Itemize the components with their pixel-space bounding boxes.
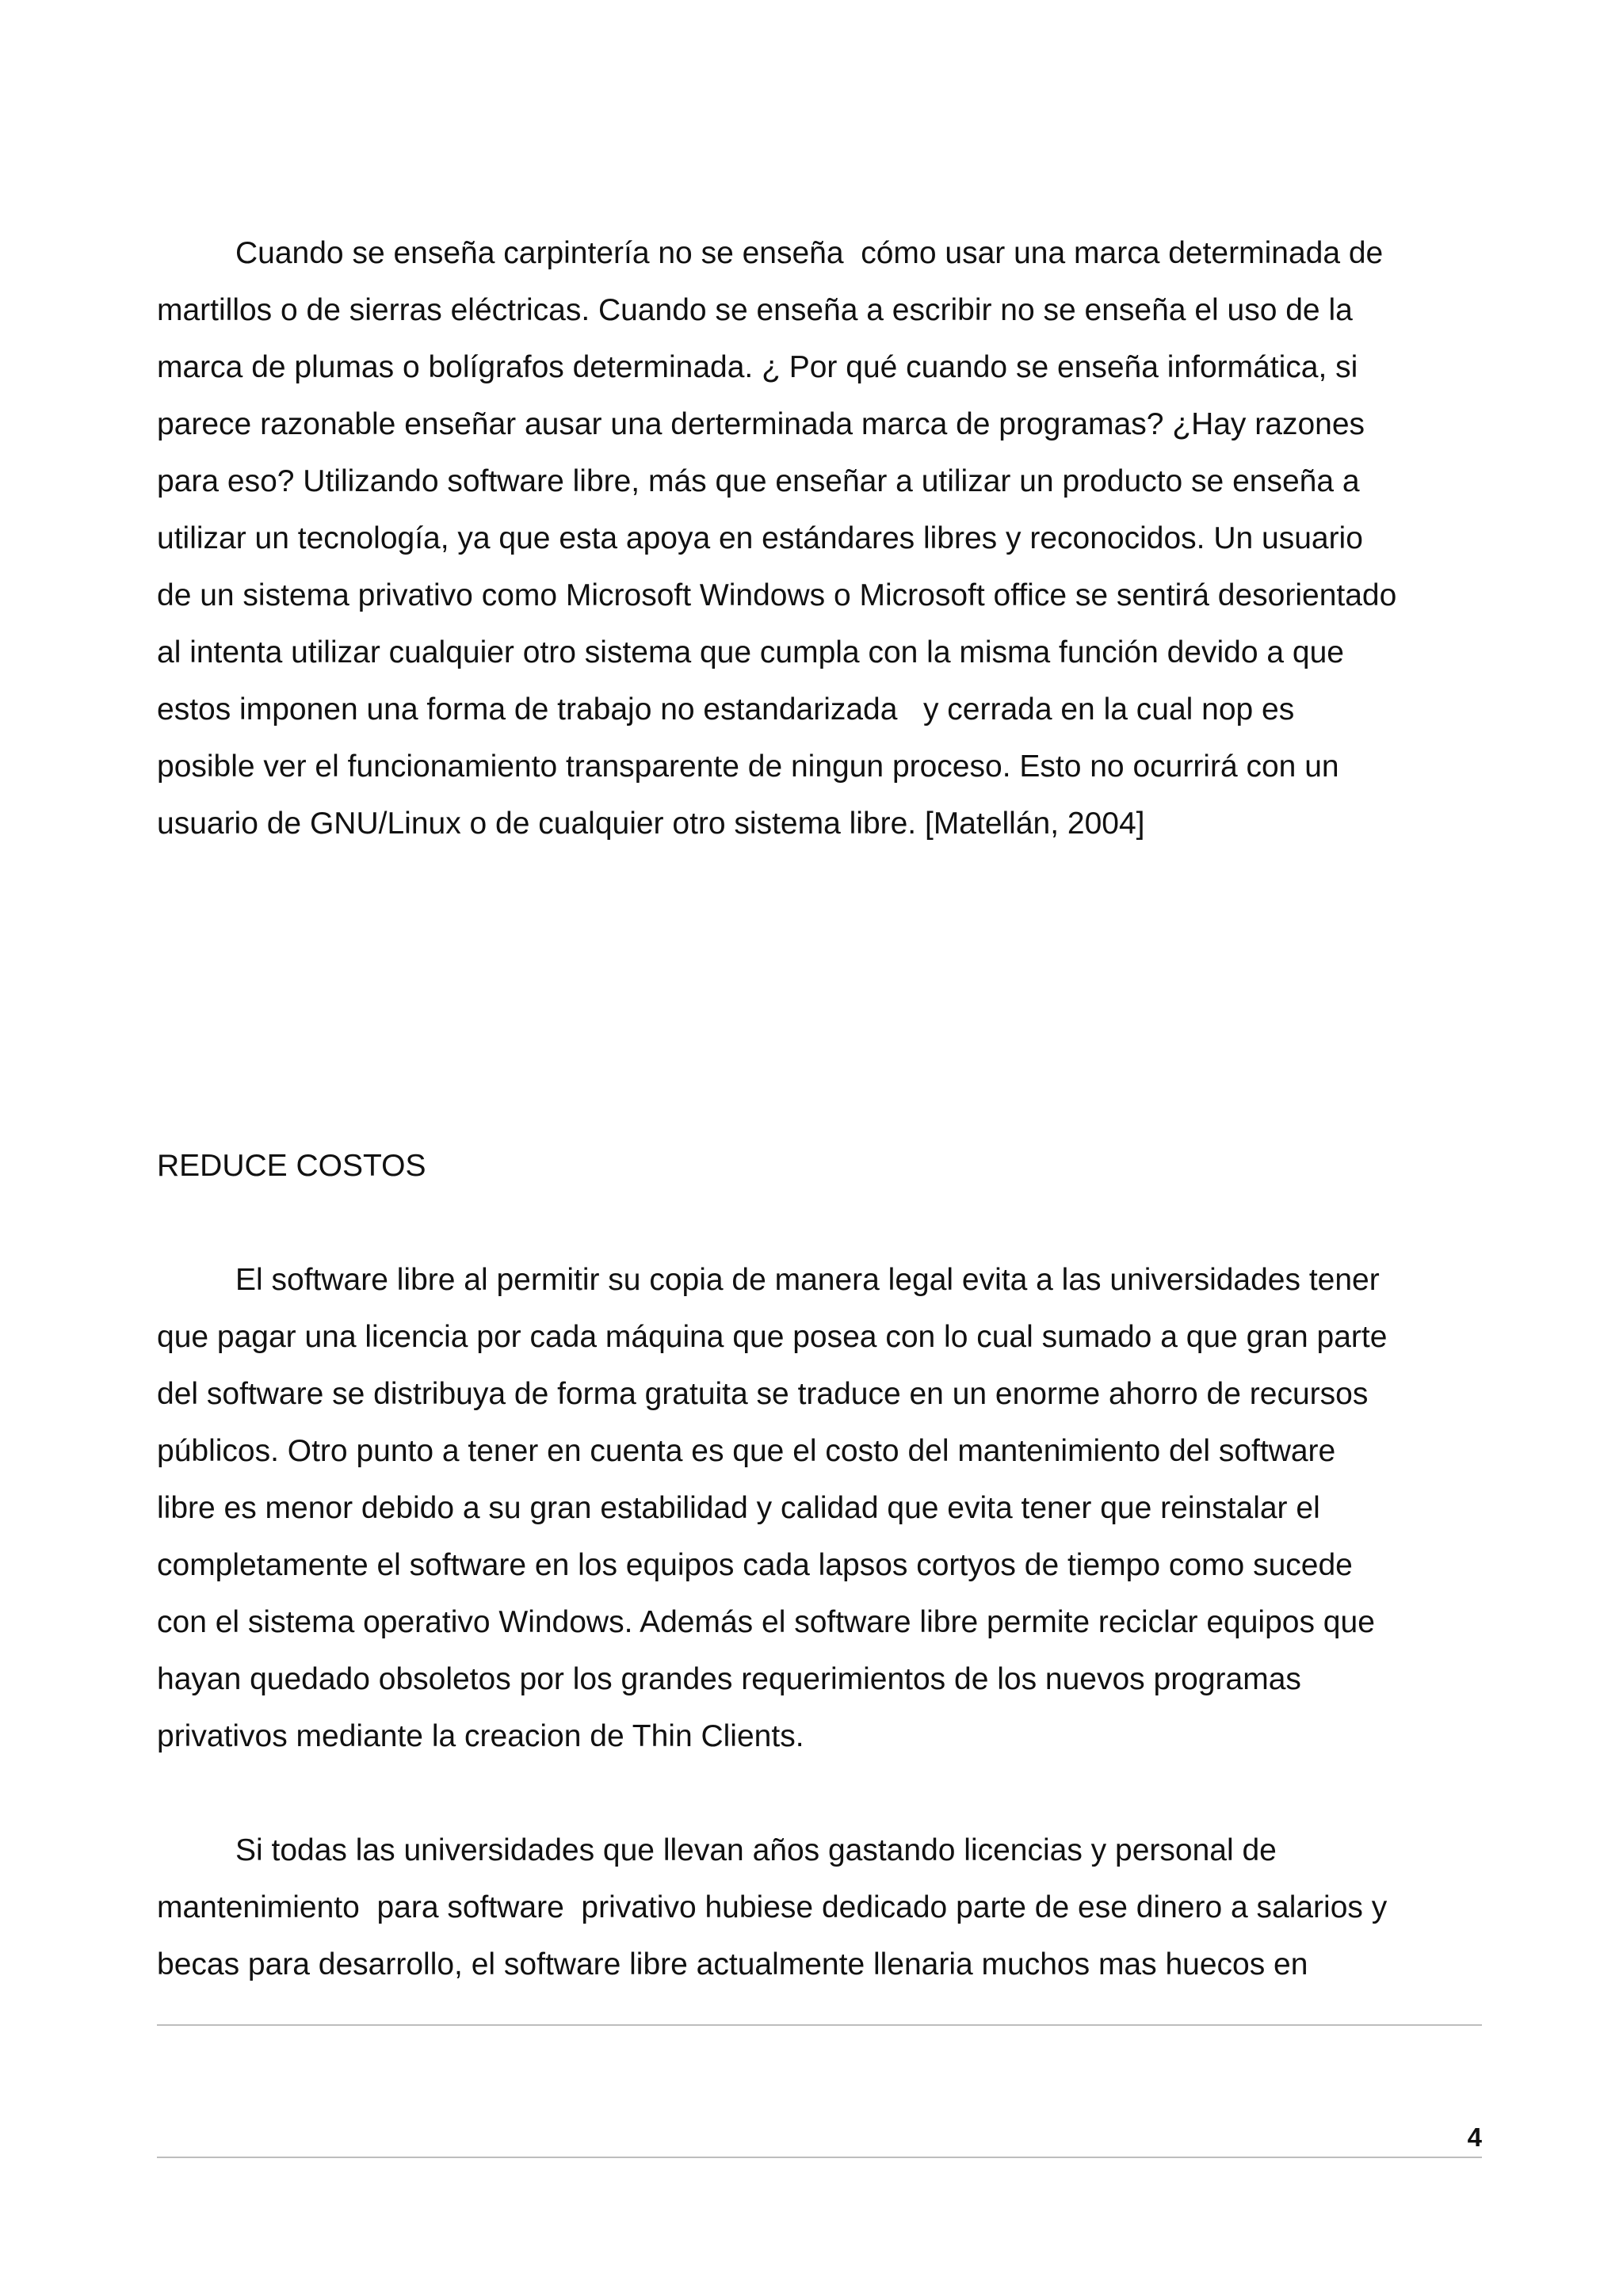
text-line: de un sistema privativo como Microsoft Windows o Microsoft office se sentirá desorientado [157, 578, 1397, 612]
text-line: posible ver el funcionamiento transparente de ningun proceso. Esto no ocurrirá con un [157, 749, 1339, 784]
page-number: 4 [1467, 2122, 1482, 2152]
footer-divider-top [157, 2024, 1482, 2026]
text-line: Cuando se enseña carpintería no se enseña cómo usar una marca determinada de [235, 236, 1384, 270]
text-line: utilizar un tecnología, ya que esta apoya en estándares libres y reconocidos. Un usuario [157, 521, 1363, 555]
footer-divider-bottom [157, 2157, 1482, 2158]
text-line: con el sistema operativo Windows. Además el software libre permite reciclar equipos que [157, 1605, 1375, 1639]
text-line: mantenimiento para software privativo hubiese dedicado parte de ese dinero a salarios y [157, 1890, 1388, 1924]
paragraph [157, 1252, 1482, 1765]
text-line: al intenta utilizar cualquier otro sistema que cumpla con la misma función devido a que [157, 635, 1344, 669]
text-line: usuario de GNU/Linux o de cualquier otro sistema libre. [Matellán, 2004] [157, 807, 1145, 841]
text-line: libre es menor debido a su gran estabilidad y calidad que evita tener que reinstalar el [157, 1491, 1320, 1525]
text-line: parece razonable enseñar ausar una derterminada marca de programas? ¿Hay razones [157, 407, 1365, 441]
text-line: estos imponen una forma de trabajo no estandarizada y cerrada en la cual nop es [157, 692, 1295, 727]
section-heading: REDUCE COSTOS [157, 1149, 426, 1183]
text-line: que pagar una licencia por cada máquina que posea con lo cual sumado a que gran parte [157, 1320, 1388, 1354]
text-line: marca de plumas o bolígrafos determinada. ¿ Por qué cuando se enseña informática, si [157, 350, 1358, 384]
paragraph [157, 1822, 1482, 1993]
text-line: El software libre al permitir su copia de manera legal evita a las universidades tener [235, 1263, 1380, 1297]
text-line: martillos o de sierras eléctricas. Cuando se enseña a escribir no se enseña el uso de la [157, 293, 1353, 327]
text-line: públicos. Otro punto a tener en cuenta es que el costo del mantenimiento del software [157, 1434, 1336, 1468]
text-line: Si todas las universidades que llevan años gastando licencias y personal de [235, 1833, 1277, 1867]
paragraph [157, 225, 1482, 852]
text-line: del software se distribuya de forma gratuita se traduce en un enorme ahorro de recursos [157, 1377, 1369, 1411]
text-line: becas para desarrollo, el software libre actualmente llenaria muchos mas huecos en [157, 1947, 1308, 1981]
text-line: privativos mediante la creacion de Thin Clients. [157, 1719, 804, 1753]
text-line: para eso? Utilizando software libre, más que enseñar a utilizar un producto se enseña a [157, 464, 1360, 498]
text-line: completamente el software en los equipos cada lapsos cortyos de tiempo como sucede [157, 1548, 1353, 1582]
text-line: hayan quedado obsoletos por los grandes requerimientos de los nuevos programas [157, 1662, 1301, 1696]
